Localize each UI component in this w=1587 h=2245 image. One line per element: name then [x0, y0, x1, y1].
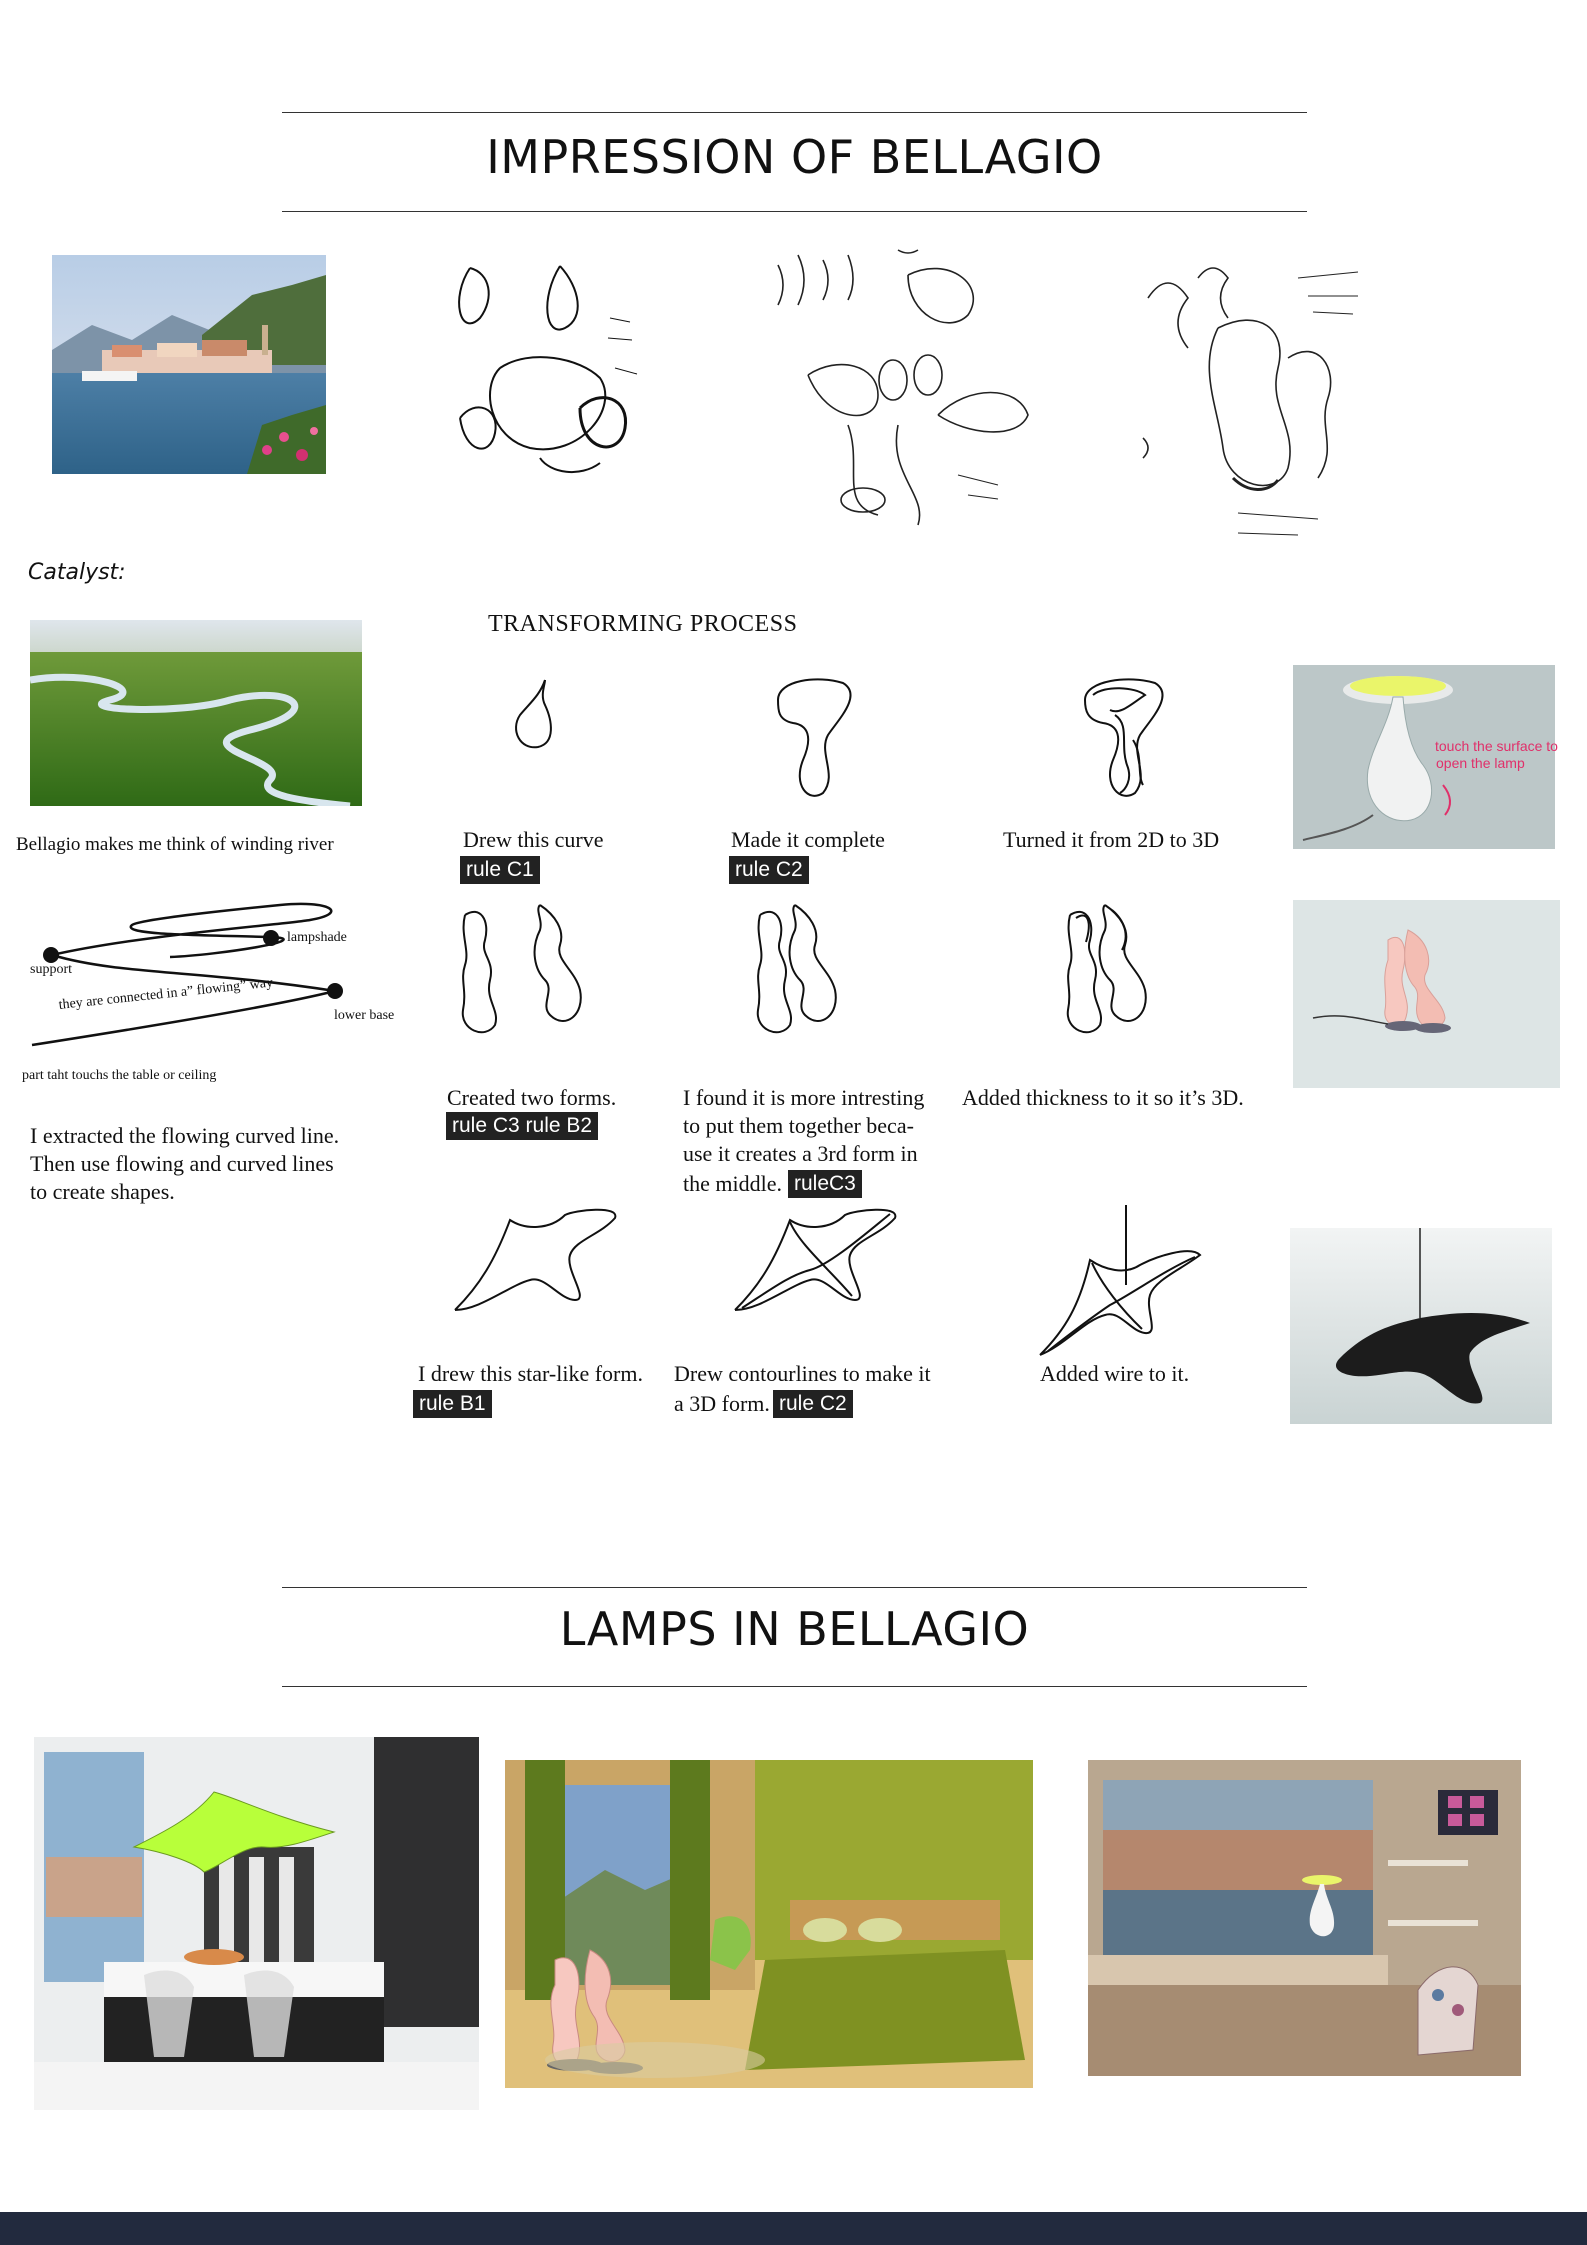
row3-tag-2: rule C2 — [773, 1390, 853, 1418]
row1-caption-3: Turned it from 2D to 3D — [1003, 827, 1220, 852]
bellagio-lake-photo — [52, 255, 326, 474]
row1-caption-2: Made it complete — [731, 827, 885, 852]
row1-caption-1: Drew this curve — [463, 827, 604, 852]
sketch-1 — [440, 258, 655, 503]
row2-caption-2-line-3: use it creates a 3rd form in — [683, 1141, 918, 1166]
bedroom-render — [505, 1760, 1033, 2088]
diagram-label-connected: they are connected in a” flowing” way — [58, 975, 274, 1013]
section-title-impression: IMPRESSION OF BELLAGIO — [486, 130, 1103, 184]
row2-caption-2-line-2: to put them together beca- — [683, 1113, 914, 1138]
process-title: TRANSFORMING PROCESS — [488, 611, 798, 637]
winding-river-photo — [30, 620, 362, 806]
shape-thick — [1060, 900, 1190, 1040]
row2-caption-2-line-4: the middle. — [683, 1171, 782, 1196]
row1-tag-1: rule C1 — [460, 856, 540, 884]
row3-tag-1: rule B1 — [413, 1390, 492, 1418]
shape-wire — [1030, 1205, 1205, 1360]
extract-text-line-1: I extracted the flowing curved line. — [30, 1123, 340, 1148]
diagram-label-table: part taht touchs the table or ceiling — [22, 1068, 217, 1083]
kitchen-render — [34, 1737, 479, 2110]
diagram-label-lower-base: lower base — [334, 1008, 395, 1023]
row2-caption-2-line-1: I found it is more intresting — [683, 1085, 925, 1110]
row3-caption-2-line-1: Drew contourlines to make it — [674, 1361, 931, 1386]
row3-caption-2-line-2: a 3D form. — [674, 1391, 770, 1416]
pink-lamp-render — [1293, 900, 1560, 1088]
top-rule-2 — [282, 211, 1307, 212]
shape-complete — [768, 675, 858, 800]
row2-tag-2: ruleC3 — [788, 1170, 862, 1198]
row2-caption-1: Created two forms. — [447, 1085, 617, 1110]
sketch-2 — [768, 245, 1038, 550]
row3-caption-1: I drew this star-like form. — [418, 1361, 643, 1386]
row1-tag-2: rule C2 — [729, 856, 809, 884]
mid-rule-1 — [282, 1587, 1307, 1588]
mid-rule-2 — [282, 1686, 1307, 1687]
shape-contour — [730, 1200, 900, 1320]
sketch-3 — [1138, 248, 1398, 548]
diagram-label-support: support — [30, 962, 72, 977]
shape-curve — [500, 675, 570, 755]
lamp-note-line-2: open the lamp — [1436, 755, 1525, 771]
row3-caption-3: Added wire to it. — [1040, 1361, 1190, 1386]
extract-text-line-2: Then use flowing and curved lines — [30, 1151, 334, 1176]
top-rule-1 — [282, 112, 1307, 113]
shape-star — [450, 1200, 625, 1320]
catalyst-label: Catalyst: — [28, 560, 126, 585]
flowing-line-diagram — [20, 895, 440, 1055]
row2-caption-3: Added thickness to it so it’s 3D. — [962, 1085, 1244, 1110]
lamp-note-line-1: touch the surface to — [1435, 738, 1558, 754]
shape-combined — [750, 900, 880, 1040]
extract-text-line-3: to create shapes. — [30, 1179, 175, 1204]
diagram-label-lampshade: lampshade — [287, 930, 347, 945]
river-caption: Bellagio makes me think of winding river — [16, 834, 334, 855]
row2-tag-1: rule C3 rule B2 — [446, 1112, 598, 1140]
star-pendant-render — [1290, 1228, 1552, 1424]
shape-two-forms — [455, 900, 620, 1040]
shape-3d — [1075, 675, 1175, 800]
footer-bar — [0, 2212, 1587, 2245]
section-title-lamps: LAMPS IN BELLAGIO — [559, 1602, 1030, 1656]
window-room-render — [1088, 1760, 1521, 2076]
